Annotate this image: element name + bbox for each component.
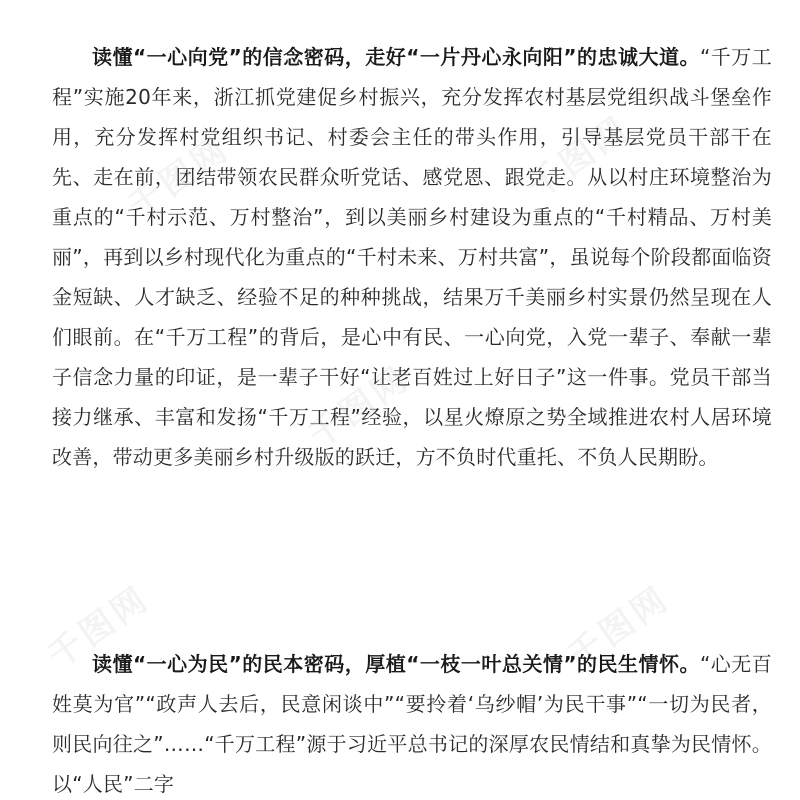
watermark: 千图网 (120, 128, 238, 227)
paragraph-2-lead: 读懂“一心为民”的民本密码，厚植“一枝一叶总关情”的民生情怀。 (92, 652, 700, 676)
watermark: 千图网 (520, 108, 638, 207)
watermark: 千图网 (560, 578, 678, 677)
paragraph-1-lead: 读懂“一心向党”的信念密码，走好“一片丹心永向阳”的忠诚大道。 (92, 45, 700, 69)
paragraph-2-body: “心无百姓莫为官”“政声人去后，民意闲谈中”“要拎着‘乌纱帽’为民干事”“一切为民者，则民向往之”……“千万工程”源于习近平总书记的深厚农民情结和真挚为民情怀。以“人民”二字 (52, 652, 773, 796)
watermark: 千图网 (300, 358, 418, 457)
paragraph-1-body: “千万工程”实施20年来，浙江抓党建促乡村振兴，充分发挥农村基层党组织战斗堡垒作用，充分发挥村党组织书记、村委会主任的带头作用，引导基层党员干部干在先、走在前，团结带领农民群众听党话、感党恩、跟党走。从以村庄环境整治为重点的“千村示范、万村整治”，到以美丽乡村建设为重点的“千村精品、万村美丽”，再到以乡村现代化为重点的“千村未来、万村共富”，虽说每个阶段都面临资金短缺、人才缺乏、经验不足的种种挑战，结果万千美丽乡村实景仍然呈现在人们眼前。在“千万工程”的背后，是心中有民、一心向党，入党一辈子、奉献一辈子信念力量的印证，是一辈子干好“让老百姓过上好日子”这一件事。党员干部当接力继承、丰富和发扬“千万工程”经验，以星火燎原之势全域推进农村人居环境改善，带动更多美丽乡村升级版的跃迁，方不负时代重托、不负人民期盼。 (52, 45, 773, 469)
watermark: 千图网 (40, 578, 158, 677)
paragraph-2 (52, 644, 772, 800)
paragraph-1 (52, 37, 772, 477)
